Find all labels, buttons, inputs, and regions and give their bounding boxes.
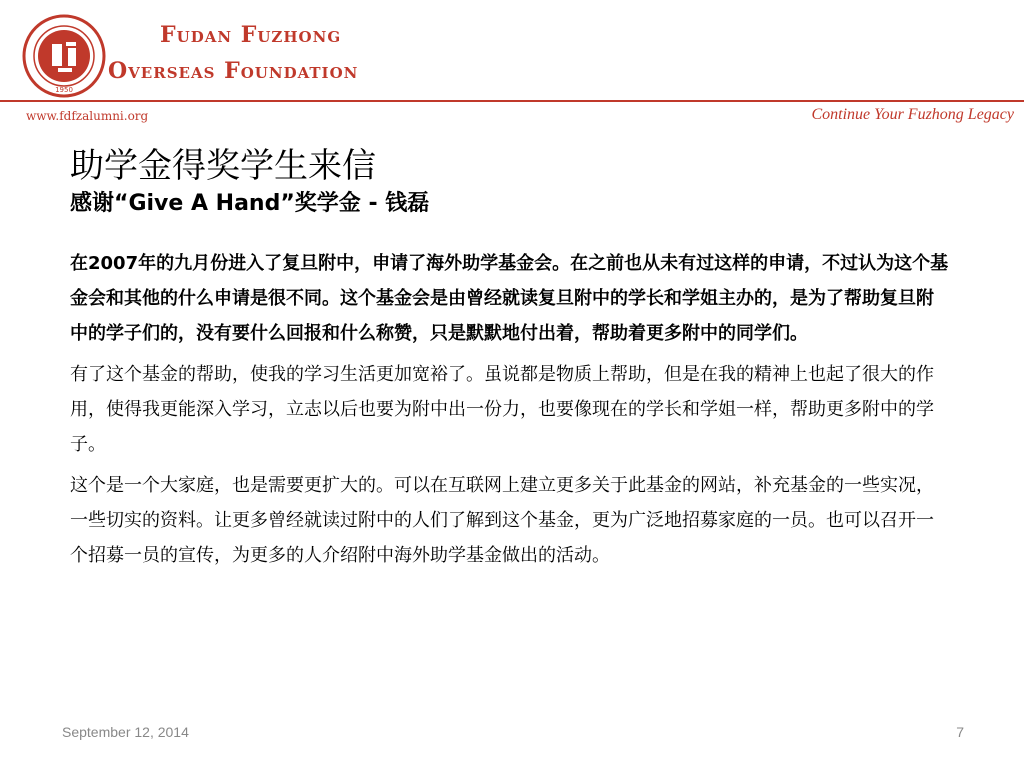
slide-subtitle: 感谢“Give A Hand”奖学金 - 钱磊 (70, 191, 430, 216)
org-name-line1: Fudan Fuzhong (160, 22, 342, 48)
foundation-seal-logo (22, 14, 106, 98)
page-number: 7 (956, 724, 964, 740)
letter-paragraph-1: 在2007年的九月份进入了复旦附中，申请了海外助学基金会。在之前也从未有过这样的申请，不过认为这个基金会和其他的什么申请是很不同。这个基金会是由曾经就读复旦附中的学长和学姐主办的，是为了帮助复旦附中的学子们的，没有要什么回报和什么称赞，只是默默地付出着，帮助着更多附中的同学们。 (70, 253, 949, 344)
header-divider (0, 100, 1024, 102)
letter-paragraph-2: 有了这个基金的帮助，使我的学习生活更加宽裕了。虽说都是物质上帮助，但是在我的精神上也起了很大的作用，使得我更能深入学习，立志以后也要为附中出一份力，也要像现在的学长和学姐一样，帮助更多附中的学子。 (70, 364, 934, 455)
letter-paragraph-3: 这个是一个大家庭，也是需要更扩大的。可以在互联网上建立更多关于此基金的网站，补充基金的一些实况，一些切实的资料。让更多曾经就读过附中的人们了解到这个基金，更为广泛地招募家庭的一员。也可以召开一个招募一员的宣传，为更多的人介绍附中海外助学基金做出的活动。 (70, 475, 934, 566)
org-name-line2: Overseas Foundation (108, 58, 359, 84)
seal-year: 1950 (55, 86, 73, 94)
letter-body (70, 246, 950, 579)
footer-date: September 12, 2014 (62, 724, 189, 740)
slide-title: 助学金得奖学生来信 (70, 146, 376, 186)
website-link[interactable]: www.fdfzalumni.org (26, 109, 149, 123)
tagline: Continue Your Fuzhong Legacy (811, 106, 1014, 123)
